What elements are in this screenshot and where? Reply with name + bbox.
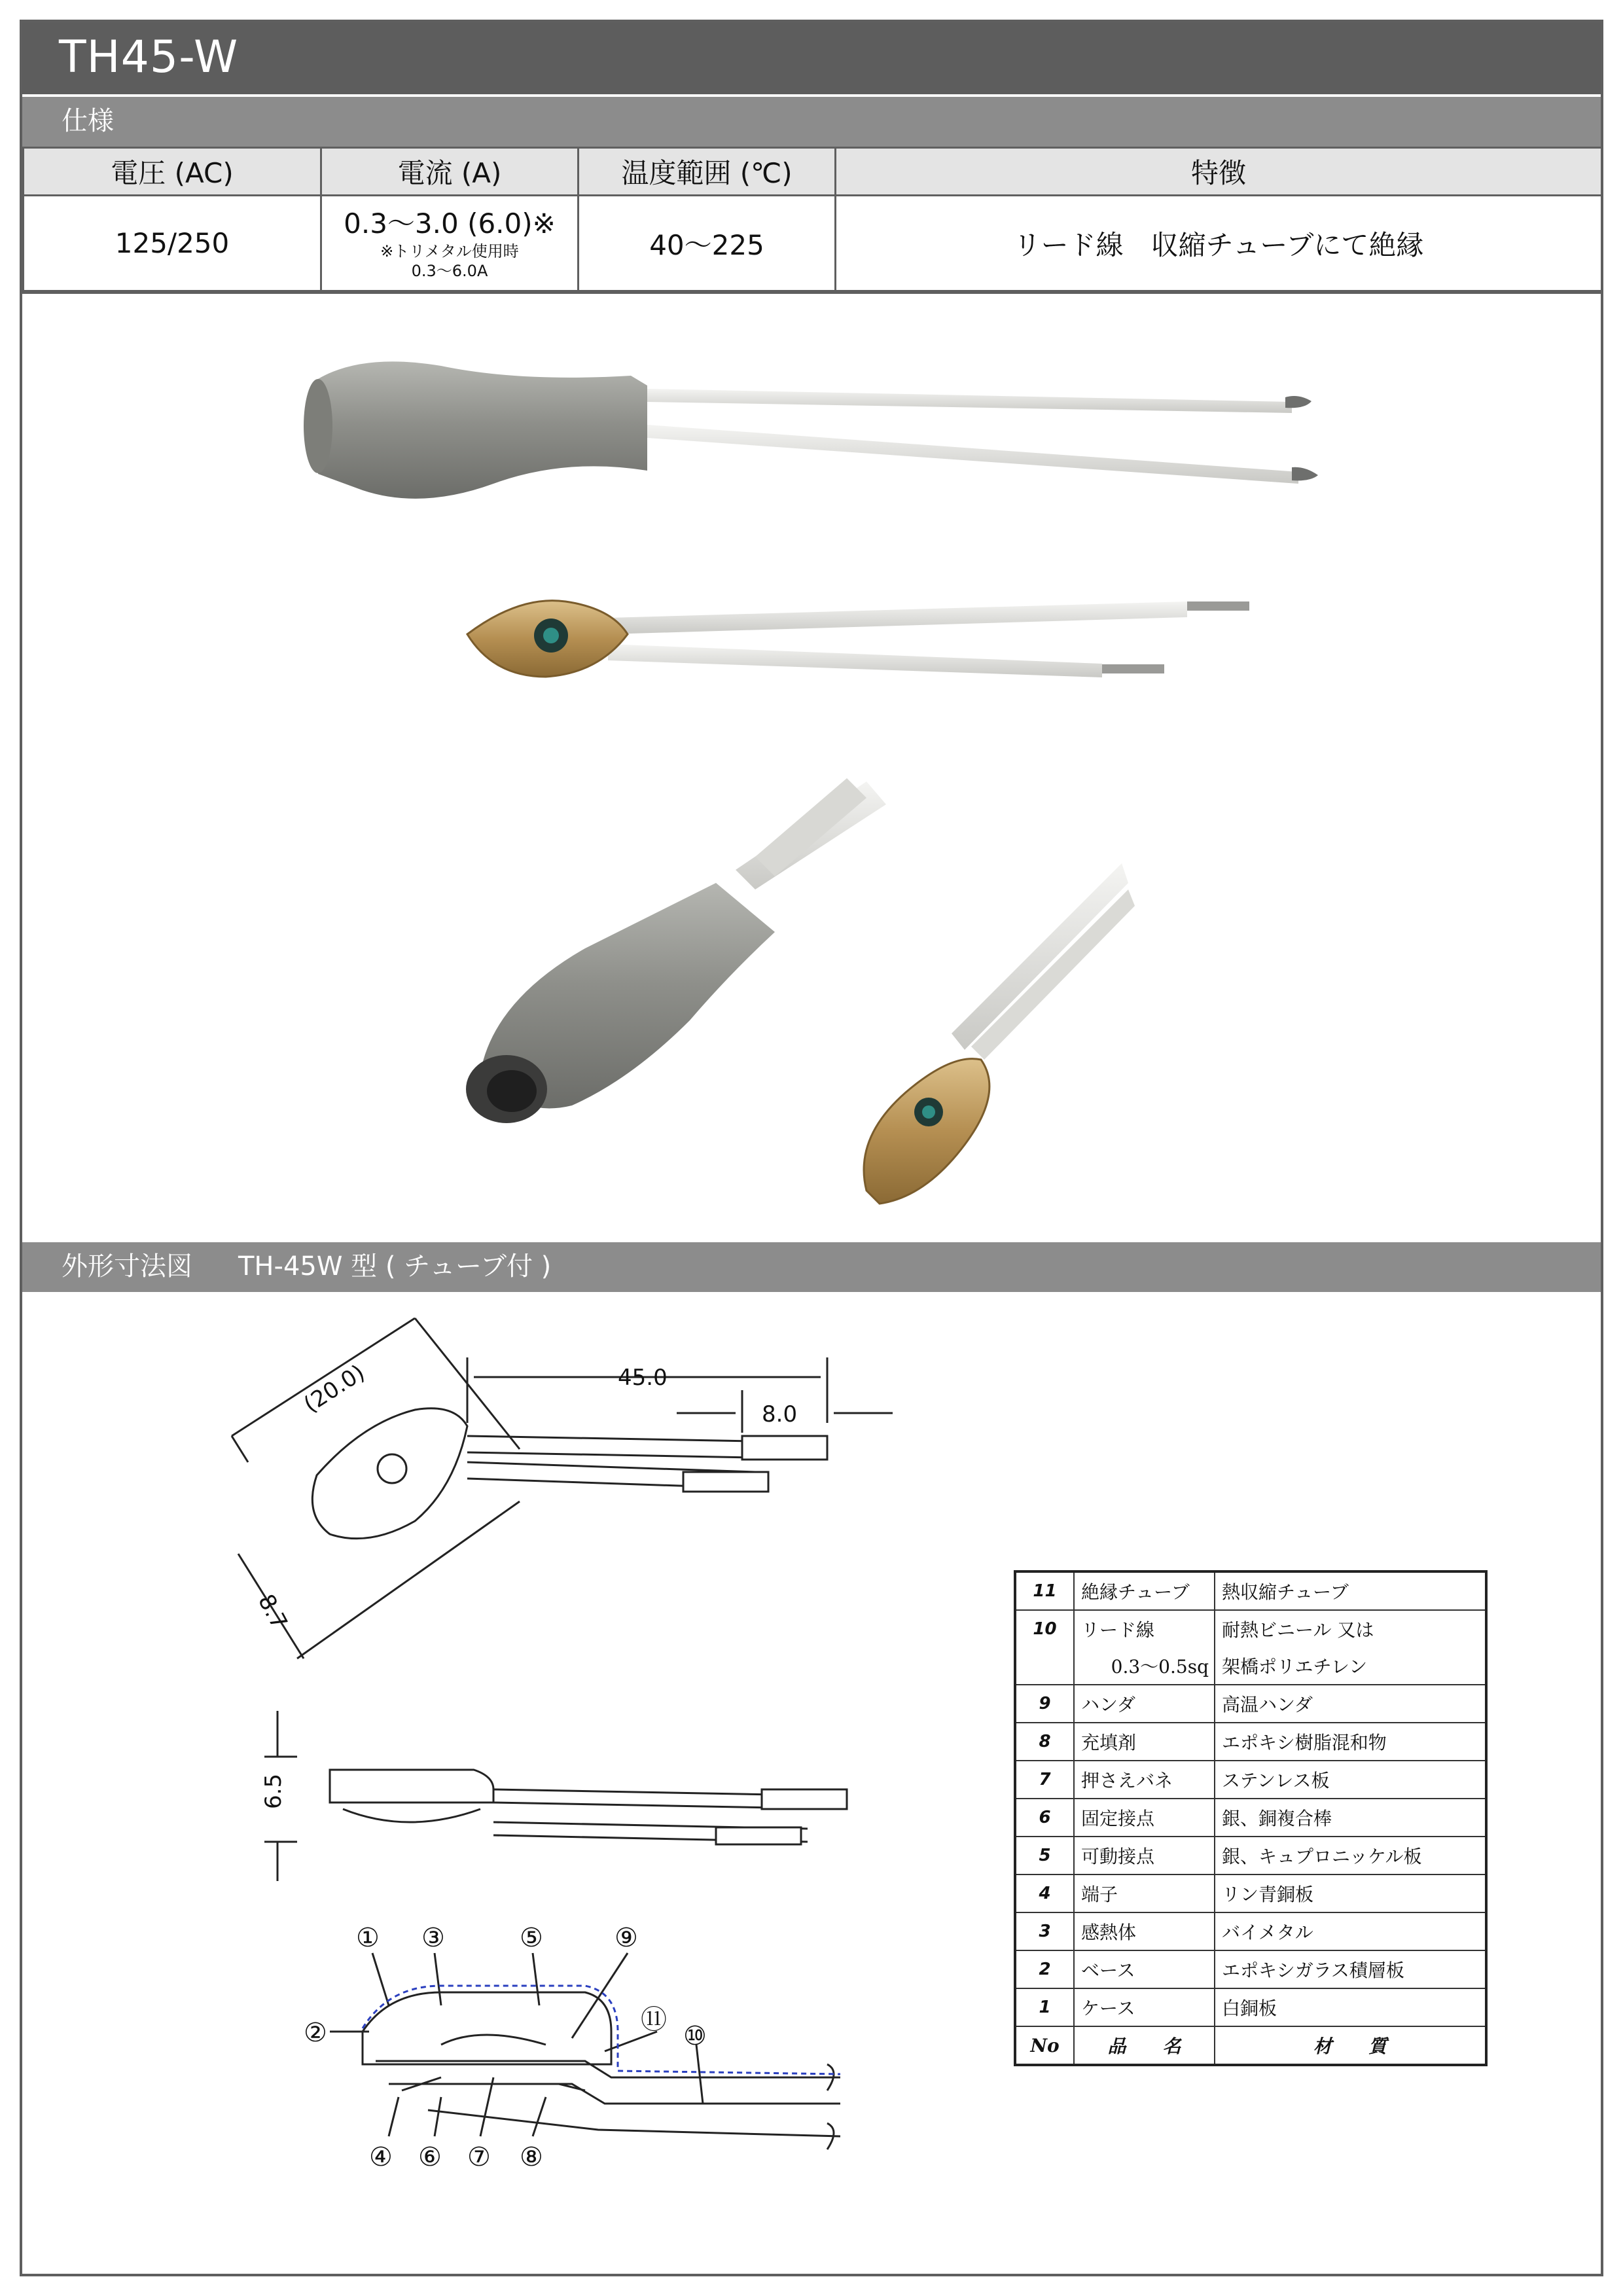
value-temperature: 40〜225	[579, 196, 836, 291]
parts-row-10b: 0.3〜0.5sq 架橋ポリエチレン	[1015, 1647, 1486, 1685]
current-main: 0.3〜3.0 (6.0)※	[344, 207, 556, 240]
photo-brass-sensor-angled	[864, 863, 1135, 1204]
parts-row-11: 11 絶縁チューブ 熱収縮チューブ	[1015, 1571, 1486, 1610]
dim-65: 6.5	[260, 1773, 287, 1809]
photo-tube-sensor	[304, 361, 1318, 499]
value-feature: リード線 収縮チューブにて絶縁	[836, 196, 1602, 291]
parts-row-4: 4 端子 リン青銅板	[1015, 1874, 1486, 1912]
product-photos	[22, 294, 1601, 1242]
top-view-hole	[378, 1454, 406, 1483]
photo-area	[22, 292, 1601, 1242]
callout-9: ⑨	[615, 1923, 638, 1953]
value-voltage: 125/250	[24, 196, 321, 291]
parts-header-name: 品 名	[1074, 2026, 1215, 2065]
callout-6: ⑥	[418, 2142, 442, 2172]
header-voltage: 電圧 (AC)	[24, 148, 321, 196]
callout-5: ⑤	[520, 1923, 543, 1953]
callout-4: ④	[369, 2142, 393, 2172]
section-title-spec: 仕様	[62, 106, 114, 136]
callout-3: ③	[421, 1923, 445, 1953]
header-current: 電流 (A)	[321, 148, 579, 196]
parts-row-1: 1 ケース 白銅板	[1015, 1988, 1486, 2026]
side-view-body	[330, 1770, 493, 1803]
parts-row-7: 7 押さえバネ ステンレス板	[1015, 1761, 1486, 1799]
dim-45: 45.0	[618, 1365, 668, 1391]
header-temperature: 温度範囲 (℃)	[579, 148, 836, 196]
callout-7: ⑦	[467, 2142, 491, 2172]
parts-header-material: 材 質	[1215, 2026, 1486, 2065]
parts-row-9: 9 ハンダ 高温ハンダ	[1015, 1685, 1486, 1723]
callout-11: ⑪	[641, 2005, 667, 2035]
dim-20: (20.0)	[299, 1359, 370, 1418]
page-frame	[20, 20, 1603, 2276]
title-bar	[22, 22, 1601, 94]
parts-row-2: 2 ベース エポキシガラス積層板	[1015, 1950, 1486, 1988]
header-feature: 特徴	[836, 148, 1602, 196]
dim-8: 8.0	[762, 1401, 798, 1427]
section-view-case	[363, 1992, 611, 2064]
parts-header-row	[1015, 2026, 1486, 2065]
parts-header-no: No	[1015, 2026, 1074, 2065]
callout-10: ⑩	[683, 2021, 707, 2051]
callout-2: ②	[304, 2018, 327, 2048]
parts-row-10: 10 リード線 耐熱ビニール 又は	[1015, 1610, 1486, 1647]
spec-value-row	[24, 196, 1602, 291]
parts-row-5: 5 可動接点 銀、キュプロニッケル板	[1015, 1837, 1486, 1874]
section-title-drawing: 外形寸法図	[62, 1251, 192, 1282]
parts-table	[1014, 1570, 1488, 2066]
parts-row-8: 8 充填剤 エポキシ樹脂混和物	[1015, 1723, 1486, 1761]
parts-row-3: 3 感熱体 バイメタル	[1015, 1912, 1486, 1950]
spec-table	[22, 147, 1603, 292]
page-title: TH45-W	[59, 31, 239, 83]
section-bar-spec	[22, 94, 1601, 147]
section-title-drawing-model: TH-45W 型 ( チューブ付 )	[238, 1251, 552, 1282]
callout-1: ①	[356, 1923, 380, 1953]
top-view-body	[312, 1408, 467, 1539]
photo-brass-sensor	[467, 601, 1249, 677]
spec-header-row	[24, 148, 1602, 196]
value-current	[321, 196, 579, 291]
parts-row-6: 6 固定接点 銀、銅複合棒	[1015, 1799, 1486, 1837]
dim-87: 8.7	[253, 1590, 293, 1634]
photo-tube-sensor-angled	[466, 778, 886, 1123]
callout-8: ⑧	[520, 2142, 543, 2172]
current-note-2: 0.3〜6.0A	[411, 261, 488, 280]
section-bar-drawing	[22, 1240, 1601, 1292]
current-note-1: ※トリメタル使用時	[380, 242, 519, 260]
